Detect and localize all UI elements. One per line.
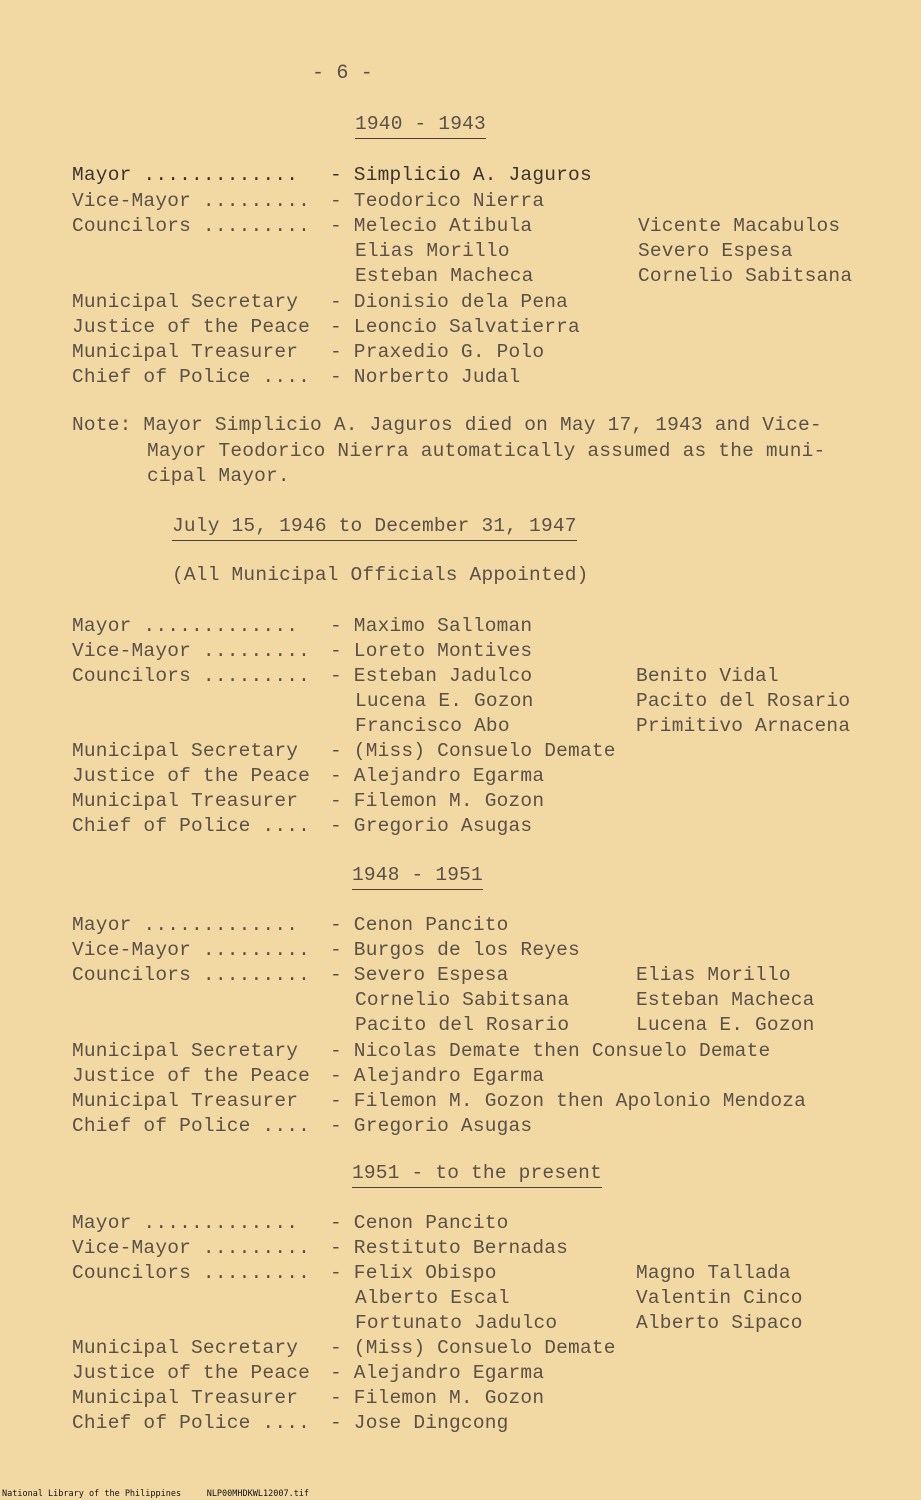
scan-footer: National Library of the Philippines NLP00MHDKWL12007.tif <box>2 1489 310 1499</box>
row-col3: Elias Morillo <box>636 964 791 986</box>
row-label: Vice-Mayor ......... <box>72 640 311 662</box>
row-label: Chief of Police .... <box>72 1412 311 1434</box>
row-name: - (Miss) Consuelo Demate <box>330 740 616 762</box>
row-label: Municipal Secretary <box>72 291 299 313</box>
row-name: - Severo Espesa <box>330 964 509 986</box>
row-label: Municipal Treasurer <box>72 341 299 363</box>
row-label: Justice of the Peace <box>72 1362 311 1384</box>
row-name: - Leoncio Salvatierra <box>330 316 580 338</box>
row-name: - Melecio Atibula <box>330 215 533 237</box>
row-col3: Vicente Macabulos <box>638 215 841 237</box>
row-name: - Simplicio A. Jaguros <box>330 164 592 186</box>
row-label: Municipal Secretary <box>72 1040 299 1062</box>
row-label: Mayor ............. <box>72 164 299 186</box>
row-name: Esteban Macheca <box>355 265 534 287</box>
row-label: Mayor ............. <box>72 615 299 637</box>
row-name: - Gregorio Asugas <box>330 815 533 837</box>
row-name: - Filemon M. Gozon <box>330 790 545 812</box>
row-name: - Maximo Salloman <box>330 615 533 637</box>
row-col3: Benito Vidal <box>636 665 779 687</box>
row-name: - Filemon M. Gozon <box>330 1387 545 1409</box>
row-label: Councilors ......... <box>72 964 311 986</box>
row-label: Municipal Treasurer <box>72 1090 299 1112</box>
row-label: Vice-Mayor ......... <box>72 1237 311 1259</box>
row-label: Municipal Treasurer <box>72 1387 299 1409</box>
row-label: Mayor ............. <box>72 1212 299 1234</box>
row-name: - Teodorico Nierra <box>330 190 545 212</box>
row-col3: Magno Tallada <box>636 1262 791 1284</box>
row-col3: Severo Espesa <box>638 240 793 262</box>
row-col3: Esteban Macheca <box>636 989 815 1011</box>
section-heading-1948-1951: 1948 - 1951 <box>352 863 483 890</box>
row-col3: Alberto Sipaco <box>636 1312 803 1334</box>
row-label: Municipal Secretary <box>72 740 299 762</box>
row-label: Municipal Treasurer <box>72 790 299 812</box>
row-label: Justice of the Peace <box>72 1065 311 1087</box>
row-name: - Filemon M. Gozon then Apolonio Mendoza <box>330 1090 807 1112</box>
row-name: - Esteban Jadulco <box>330 665 533 687</box>
row-col3: Pacito del Rosario <box>636 690 851 712</box>
row-name: - Cenon Pancito <box>330 1212 509 1234</box>
row-name: Elias Morillo <box>355 240 510 262</box>
row-name: - Alejandro Egarma <box>330 1065 545 1087</box>
section-heading-1951-present: 1951 - to the present <box>352 1161 602 1188</box>
row-label: Justice of the Peace <box>72 316 311 338</box>
row-name: - Cenon Pancito <box>330 914 509 936</box>
row-name: - Loreto Montives <box>330 640 533 662</box>
row-name: - Jose Dingcong <box>330 1412 509 1434</box>
row-name: - (Miss) Consuelo Demate <box>330 1337 616 1359</box>
row-col3: Valentin Cinco <box>636 1287 803 1309</box>
row-label: Justice of the Peace <box>72 765 311 787</box>
row-label: Chief of Police .... <box>72 815 311 837</box>
row-label: Chief of Police .... <box>72 1115 311 1137</box>
row-name: Pacito del Rosario <box>355 1014 570 1036</box>
row-name: - Nicolas Demate then Consuelo Demate <box>330 1040 771 1062</box>
row-label: Municipal Secretary <box>72 1337 299 1359</box>
row-name: - Gregorio Asugas <box>330 1115 533 1137</box>
row-label: Vice-Mayor ......... <box>72 939 311 961</box>
row-label: Councilors ......... <box>72 665 311 687</box>
row-name: - Praxedio G. Polo <box>330 341 545 363</box>
section-subheading: (All Municipal Officials Appointed) <box>172 564 589 586</box>
row-name: - Alejandro Egarma <box>330 765 545 787</box>
note-line-3: cipal Mayor. <box>147 465 290 487</box>
section-heading-1946-1947: July 15, 1946 to December 31, 1947 <box>172 514 577 541</box>
row-label: Chief of Police .... <box>72 366 311 388</box>
row-col3: Cornelio Sabitsana <box>638 265 853 287</box>
row-name: - Burgos de los Reyes <box>330 939 580 961</box>
row-name: - Norberto Judal <box>330 366 521 388</box>
note-line-2: Mayor Teodorico Nierra automatically assumed as the muni- <box>147 440 826 462</box>
row-name: - Felix Obispo <box>330 1262 497 1284</box>
row-name: - Alejandro Egarma <box>330 1362 545 1384</box>
row-label: Mayor ............. <box>72 914 299 936</box>
row-label: Councilors ......... <box>72 1262 311 1284</box>
row-col3: Primitivo Arnacena <box>636 715 851 737</box>
row-name: Fortunato Jadulco <box>355 1312 558 1334</box>
section-heading-1940-1943: 1940 - 1943 <box>355 112 486 139</box>
row-name: Alberto Escal <box>355 1287 510 1309</box>
row-label: Vice-Mayor ......... <box>72 190 311 212</box>
row-label: Councilors ......... <box>72 215 311 237</box>
row-name: Francisco Abo <box>355 715 510 737</box>
note-line-1: Note: Mayor Simplicio A. Jaguros died on May 17, 1943 and Vice- <box>72 414 822 436</box>
page-number: - 6 - <box>312 62 374 85</box>
row-col3: Lucena E. Gozon <box>636 1014 815 1036</box>
row-name: - Dionisio dela Pena <box>330 291 569 313</box>
row-name: Lucena E. Gozon <box>355 690 534 712</box>
row-name: Cornelio Sabitsana <box>355 989 570 1011</box>
row-name: - Restituto Bernadas <box>330 1237 569 1259</box>
